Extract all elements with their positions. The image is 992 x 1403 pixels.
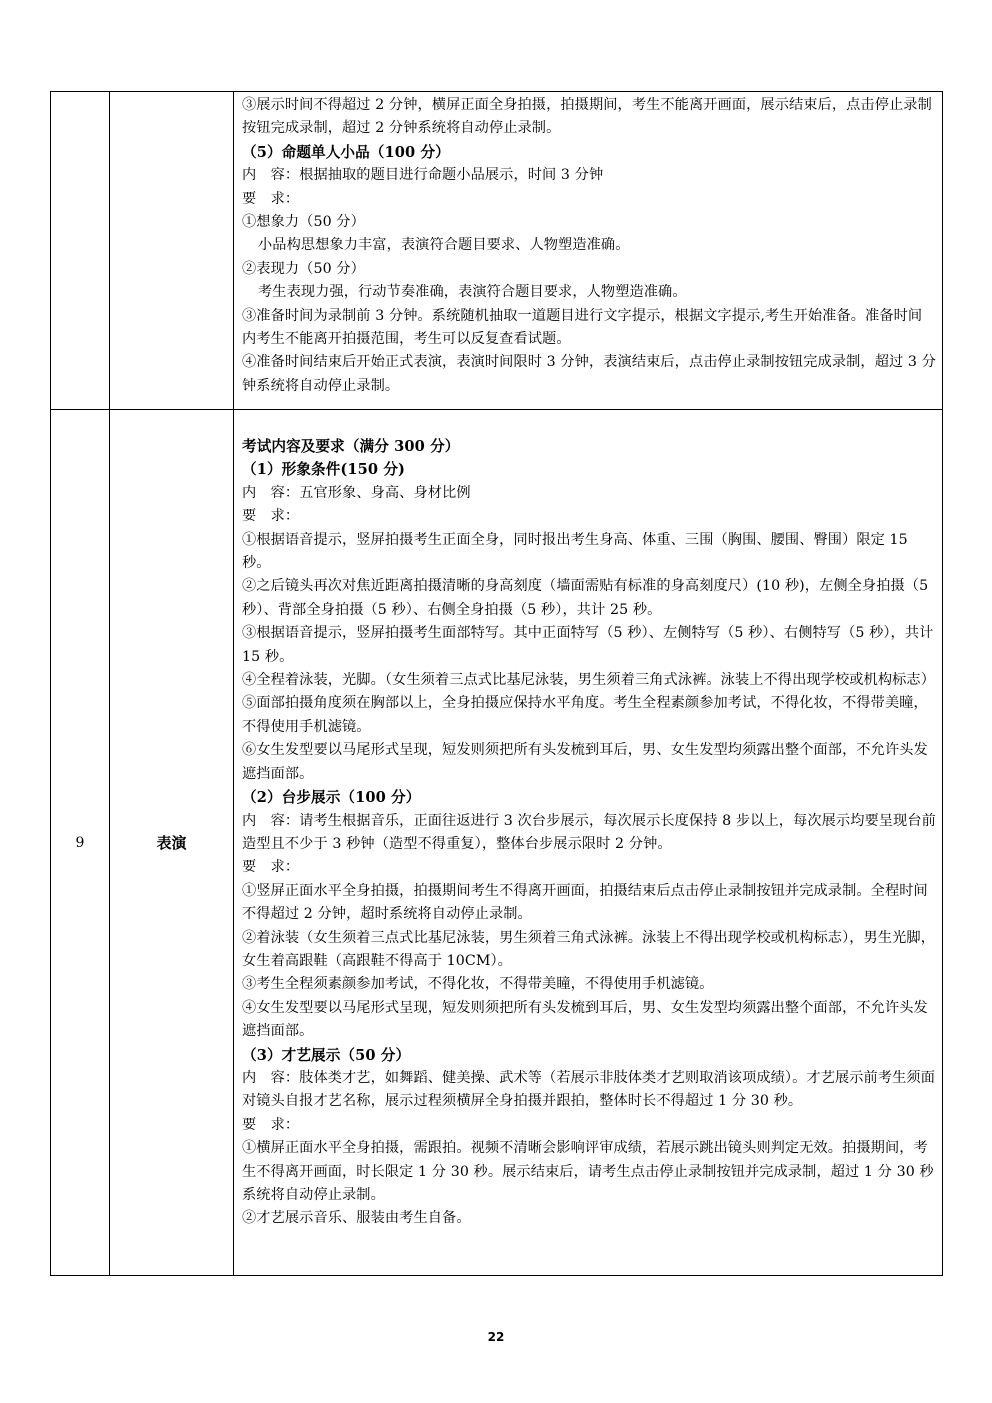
row-subject-cell: 表演 — [110, 410, 234, 1276]
section-heading: （5）命题单人小品（100 分） — [242, 143, 450, 161]
table-row — [51, 410, 943, 1276]
content-line: ③根据语音提示，竖屏拍摄考生面部特写。其中正面特写（5 秒）、左侧特写（5 秒）、右侧特写（5 秒），共计 15 秒。 — [242, 625, 934, 665]
content-block — [234, 410, 942, 1235]
content-line: ④女生发型要以马尾形式呈现，短发则须把所有头发梳到耳后，男、女生发型均须露出整个面部，不允许头发遮挡面部。 — [242, 999, 928, 1040]
table-row — [51, 92, 943, 410]
row-content-cell — [234, 92, 943, 410]
content-line: 要 求： — [242, 508, 300, 525]
content-line: 小品构思想象力丰富，表演符合题目要求、人物塑造准确。 — [258, 237, 630, 254]
content-line: 要 求： — [242, 859, 300, 876]
content-line: ③准备时间为录制前 3 分钟。系统随机抽取一道题目进行文字提示，根据文字提示,考生开始准备。准备时间内考生不能离开拍摄范围，考生可以反复查看试题。 — [242, 307, 923, 348]
content-line: ②表现力（50 分） — [242, 260, 365, 277]
row-subject-cell — [110, 92, 234, 410]
content-line: ①根据语音提示，竖屏拍摄考生正面全身，同时报出考生身高、体重、三围（胸围、腰围、臀围）限定 15 秒。 — [242, 531, 908, 572]
content-line: ⑥女生发型要以马尾形式呈现，短发则须把所有头发梳到耳后，男、女生发型均须露出整个面部，不允许头发遮挡面部。 — [242, 742, 928, 782]
content-line: ⑤面部拍摄角度须在胸部以上，全身拍摄应保持水平角度。考生全程素颜参加考试，不得化妆，不得带美瞳，不得使用手机滤镜。 — [242, 695, 928, 735]
content-line: 要 求： — [242, 190, 300, 207]
content-line: ①想象力（50 分） — [242, 214, 365, 231]
row-number-cell — [51, 92, 110, 410]
content-line: ④全程着泳装，光脚。（女生须着三点式比基尼泳装，男生须着三角式泳裤。泳装上不得出现学校或机构标志） — [242, 672, 935, 689]
row-content-cell — [234, 410, 943, 1276]
section-heading: （3）才艺展示（50 分） — [242, 1046, 411, 1064]
content-line: ②之后镜头再次对焦近距离拍摄清晰的身高刻度（墙面需贴有标准的身高刻度尺）(10 秒)，左侧全身拍摄（5 秒）、背部全身拍摄（5 秒）、右侧全身拍摄（5 秒），共计 25 秒。 — [242, 578, 929, 618]
content-line: ①竖屏正面水平全身拍摄，拍摄期间考生不得离开画面，拍摄结束后点击停止录制按钮并完成录制。全程时间不得超过 2 分钟，超时系统将自动停止录制。 — [242, 882, 928, 923]
page-number: 22 — [487, 1330, 505, 1344]
content-line: ②才艺展示音乐、服装由考生自备。 — [242, 1210, 471, 1227]
section-heading: （2）台步展示（100 分） — [242, 789, 421, 807]
content-heading: 考试内容及要求（满分 300 分） — [242, 438, 460, 455]
content-line: 内 容：根据抽取的题目进行命题小品展示，时间 3 分钟 — [242, 167, 604, 184]
content-line: ③考生全程须素颜参加考试，不得化妆，不得带美瞳，不得使用手机滤镜。 — [242, 976, 714, 993]
content-block — [234, 92, 942, 402]
content-line: 内 容：肢体类才艺，如舞蹈、健美操、武术等（若展示非肢体类才艺则取消该项成绩）。才艺展示前考生须面对镜头自报才艺名称，展示过程须横屏全身拍摄并跟拍，整体时长不得超过 1 分 30 秒。 — [242, 1069, 935, 1110]
content-line: 内 容：请考生根据音乐，正面往返进行 3 次台步展示，每次展示长度保持 8 步以上，每次展示均要呈现台前造型且不少于 3 秒钟（造型不得重复），整体台步展示限时 2 分钟。 — [242, 812, 936, 852]
content-line: ①横屏正面水平全身拍摄，需跟拍。视频不清晰会影响评审成绩，若展示跳出镜头则判定无效。拍摄期间，考生不得离开画面，时长限定 1 分 30 秒。展示结束后，请考生点击停止录制按钮并完成录制，超过 1 分 30 秒系统将自动停止录制。 — [242, 1140, 934, 1203]
row-number-cell: 9 — [51, 410, 110, 1276]
content-line: 考生表现力强，行动节奏准确，表演符合题目要求，人物塑造准确。 — [258, 284, 687, 301]
content-line: ②着泳装（女生须着三点式比基尼泳装，男生须着三角式泳裤。泳装上不得出现学校或机构标志），男生光脚，女生着高跟鞋（高跟鞋不得高于 10CM）。 — [242, 929, 935, 969]
content-line: ④准备时间结束后开始正式表演，表演时间限时 3 分钟，表演结束后，点击停止录制按钮完成录制，超过 3 分钟系统将自动停止录制。 — [242, 354, 936, 394]
content-line: ③展示时间不得超过 2 分钟，横屏正面全身拍摄，拍摄期间，考生不能离开画面，展示结束后，点击停止录制按钮完成录制，超过 2 分钟系统将自动停止录制。 — [242, 97, 932, 137]
exam-requirements-table — [50, 91, 943, 1276]
section-heading: （1）形象条件(150 分) — [242, 461, 406, 479]
content-line: 内 容：五官形象、身高、身材比例 — [242, 484, 471, 501]
content-line: 要 求： — [242, 1116, 300, 1133]
